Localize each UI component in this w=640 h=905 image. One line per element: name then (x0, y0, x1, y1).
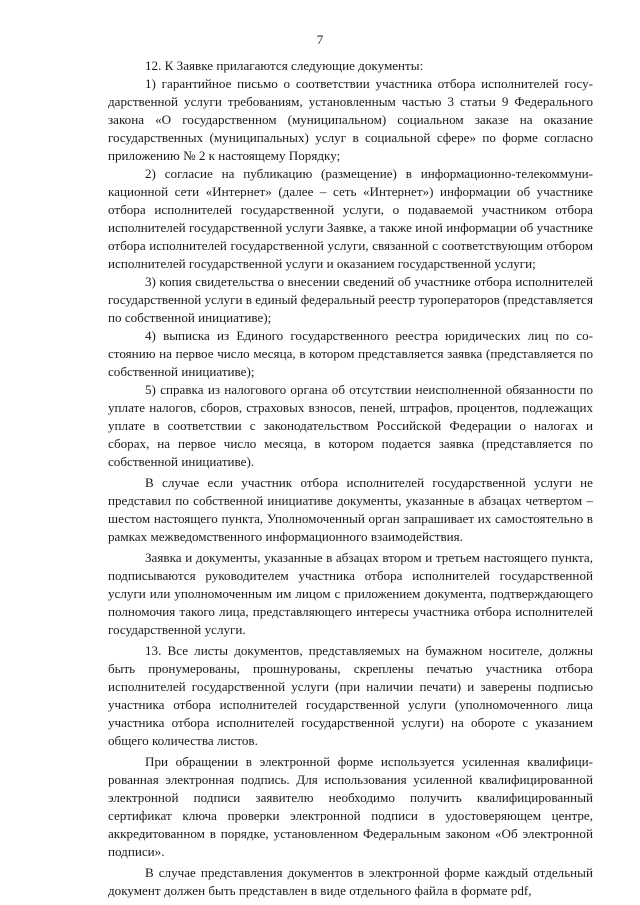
paragraph-item-12-intro: 12. К Заявке прилагаются следующие документы: (145, 58, 424, 73)
paragraph-electronic-signature: При обращении в электронной форме используется усиленная квалифицированная электронная подпись. Для использования усиленной квалифицированной электронной подписи заявителю необходимо получить квалифицированный сертификат ключа проверки электронной подписи в удостоверяющем центре, аккредитованном в порядке, установленном Федеральным законом «Об электронной подписи». (108, 754, 593, 859)
document-body (108, 57, 593, 900)
paragraph-electronic-format: В случае представления документов в электронной форме каждый отдельный документ должен быть представлен в виде отдельного файла в формате pdf, (108, 865, 593, 898)
paragraph-list-item-2: 2) согласие на публикацию (размещение) в информационно-телекоммуникационной сети «Интернет» (далее – сеть «Интернет») информации об участнике отбора исполнителей государственной услуги, о подаваемой участником отбора исполнителей государственной услуги Заявке, а также иной информации об участнике отбора исполнителей государственной услуги, связанной с соответствующим отбором исполнителей государственной услуги и оказанием государственной услуги; (108, 166, 593, 271)
paragraph-interagency-request: В случае если участник отбора исполнителей государственной услуги не представил по собственной инициативе документы, указанные в абзацах четвертом – шестом настоящего пункта, Уполномоченный орган запрашивает их самостоятельно в рамках межведомственного информационного взаимодействия. (108, 475, 593, 544)
paragraph-list-item-1: 1) гарантийное письмо о соответствии участника отбора исполнителей государственной услуги требованиям, установленным частью 3 статьи 9 Федерального закона «О государственном (муниципальном) социальном заказе на оказание государственных (муниципальных) услуг в социальной сфере» по форме согласно приложению № 2 к настоящему Порядку; (108, 76, 593, 163)
paragraph-list-item-4: 4) выписка из Единого государственного реестра юридических лиц по состоянию на первое число месяца, в котором представляется заявка (представляется по собственной инициативе); (108, 328, 593, 379)
paragraph-list-item-3: 3) копия свидетельства о внесении сведений об участнике отбора исполнителей государственной услуги в единый федеральный реестр туроператоров (представляется по собственной инициативе); (108, 274, 593, 325)
paragraph-signing: Заявка и документы, указанные в абзацах втором и третьем настоящего пункта, подписываются руководителем участника отбора исполнителей государственной услуги или уполномоченным им лицом с приложением документа, подтверждающего полномочия такого лица, представляющего интересы участника отбора исполнителей государственной услуги. (108, 550, 593, 637)
paragraph-item-13-paper: 13. Все листы документов, представляемых на бумажном носителе, должны быть пронумерованы, прошнурованы, скреплены печатью участника отбора исполнителей государственной услуги (при наличии печати) и заверены подписью участника отбора исполнителей государственной услуги (уполномоченного лица участника отбора исполнителей государственной услуги) на обороте с указанием общего количества листов. (108, 643, 593, 748)
paragraph-list-item-5: 5) справка из налогового органа об отсутствии неисполненной обязанности по уплате налогов, сборов, страховых взносов, пеней, штрафов, процентов, подлежащих уплате в соответствии с законодательством Российской Федерации о налогах и сборах, на первое число месяца, в котором подается заявка (представляется по собственной инициативе). (108, 382, 593, 469)
page-number: 7 (316, 32, 324, 47)
